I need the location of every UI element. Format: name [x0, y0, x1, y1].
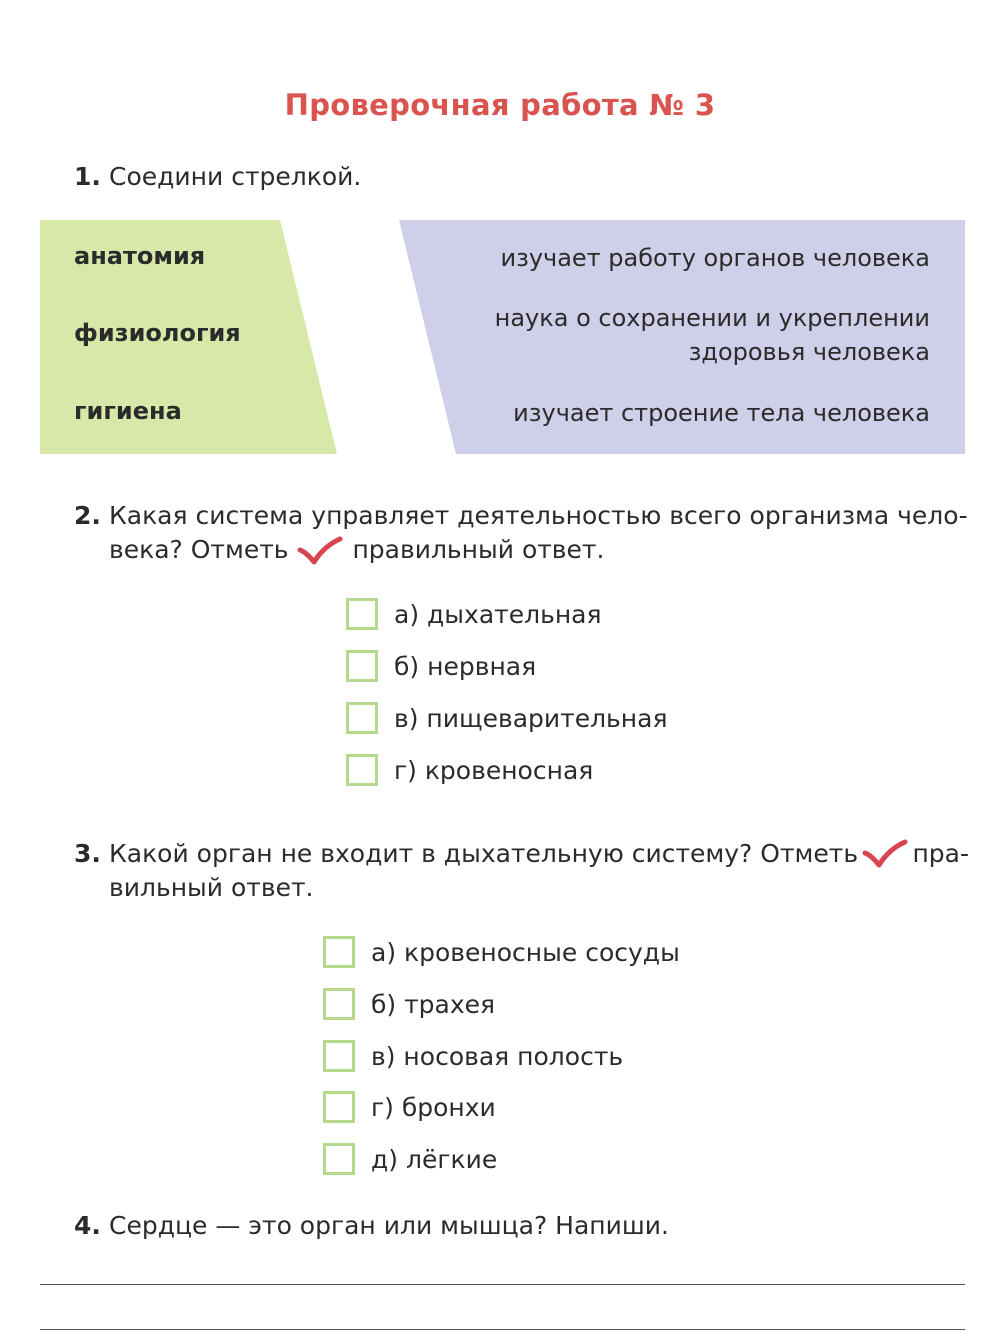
option-label: б) трахея	[371, 989, 496, 1019]
question-line: вильный ответ.	[109, 873, 314, 902]
checkmark-icon	[861, 839, 909, 869]
question-text: пра-	[912, 839, 969, 868]
task-text: Соедини стрелкой.	[109, 162, 362, 191]
task-4-heading	[74, 1209, 669, 1243]
checkbox-icon[interactable]	[323, 1040, 355, 1072]
page-title: Проверочная работа № 3	[284, 88, 716, 122]
option-label: д) лёгкие	[371, 1144, 498, 1174]
definition-2-line-1[interactable]: наука о сохранении и укреплении	[494, 304, 930, 332]
question-line: Какая система управляет деятельностью всего организма чело-	[109, 501, 968, 530]
task-number: 2.	[74, 501, 101, 530]
task-3-number	[74, 837, 109, 871]
checkmark-icon	[296, 536, 344, 566]
question-line	[109, 533, 969, 567]
option-label: а) дыхательная	[394, 599, 602, 629]
checkbox-icon[interactable]	[323, 936, 355, 968]
question-text: правильный ответ.	[352, 535, 605, 564]
checkbox-icon[interactable]	[346, 598, 378, 630]
answer-option[interactable]	[323, 986, 495, 1022]
question-line	[109, 837, 969, 871]
question-text: века? Отметь	[109, 535, 289, 564]
task-3-question	[109, 837, 969, 905]
option-label: г) кровеносная	[394, 755, 594, 785]
task-number: 4.	[74, 1211, 101, 1240]
answer-option[interactable]	[346, 752, 593, 788]
answer-line[interactable]	[40, 1284, 965, 1285]
option-label: в) пищеварительная	[394, 703, 668, 733]
answer-option[interactable]	[323, 1038, 623, 1074]
answer-option[interactable]	[346, 700, 668, 736]
checkbox-icon[interactable]	[346, 754, 378, 786]
checkbox-icon[interactable]	[323, 1143, 355, 1175]
checkbox-icon[interactable]	[323, 988, 355, 1020]
answer-line[interactable]	[40, 1329, 965, 1330]
answer-option[interactable]	[346, 648, 536, 684]
answer-option[interactable]	[346, 596, 602, 632]
task-number: 1.	[74, 162, 101, 191]
checkbox-icon[interactable]	[323, 1091, 355, 1123]
task-2-question	[109, 499, 969, 567]
definition-1[interactable]: изучает работу органов человека	[500, 244, 930, 272]
option-label: а) кровеносные сосуды	[371, 937, 680, 967]
option-label: г) бронхи	[371, 1092, 496, 1122]
definition-3[interactable]: изучает строение тела человека	[513, 399, 930, 427]
checkbox-icon[interactable]	[346, 702, 378, 734]
term-hygiene[interactable]: гигиена	[74, 397, 182, 425]
question-text: Какой орган не входит в дыхательную систему? Отметь	[109, 839, 859, 868]
task-number: 3.	[74, 839, 101, 868]
answer-option[interactable]	[323, 934, 680, 970]
checkbox-icon[interactable]	[346, 650, 378, 682]
option-label: в) носовая полость	[371, 1041, 624, 1071]
definition-2-line-2[interactable]: здоровья человека	[688, 338, 930, 366]
term-physiology[interactable]: физиология	[74, 319, 241, 347]
option-label: б) нервная	[394, 651, 537, 681]
answer-option[interactable]	[323, 1141, 497, 1177]
task-2-number	[74, 499, 109, 533]
term-anatomy[interactable]: анатомия	[74, 242, 206, 270]
answer-option[interactable]	[323, 1089, 496, 1125]
task-text: Сердце — это орган или мышца? Напиши.	[109, 1211, 669, 1240]
